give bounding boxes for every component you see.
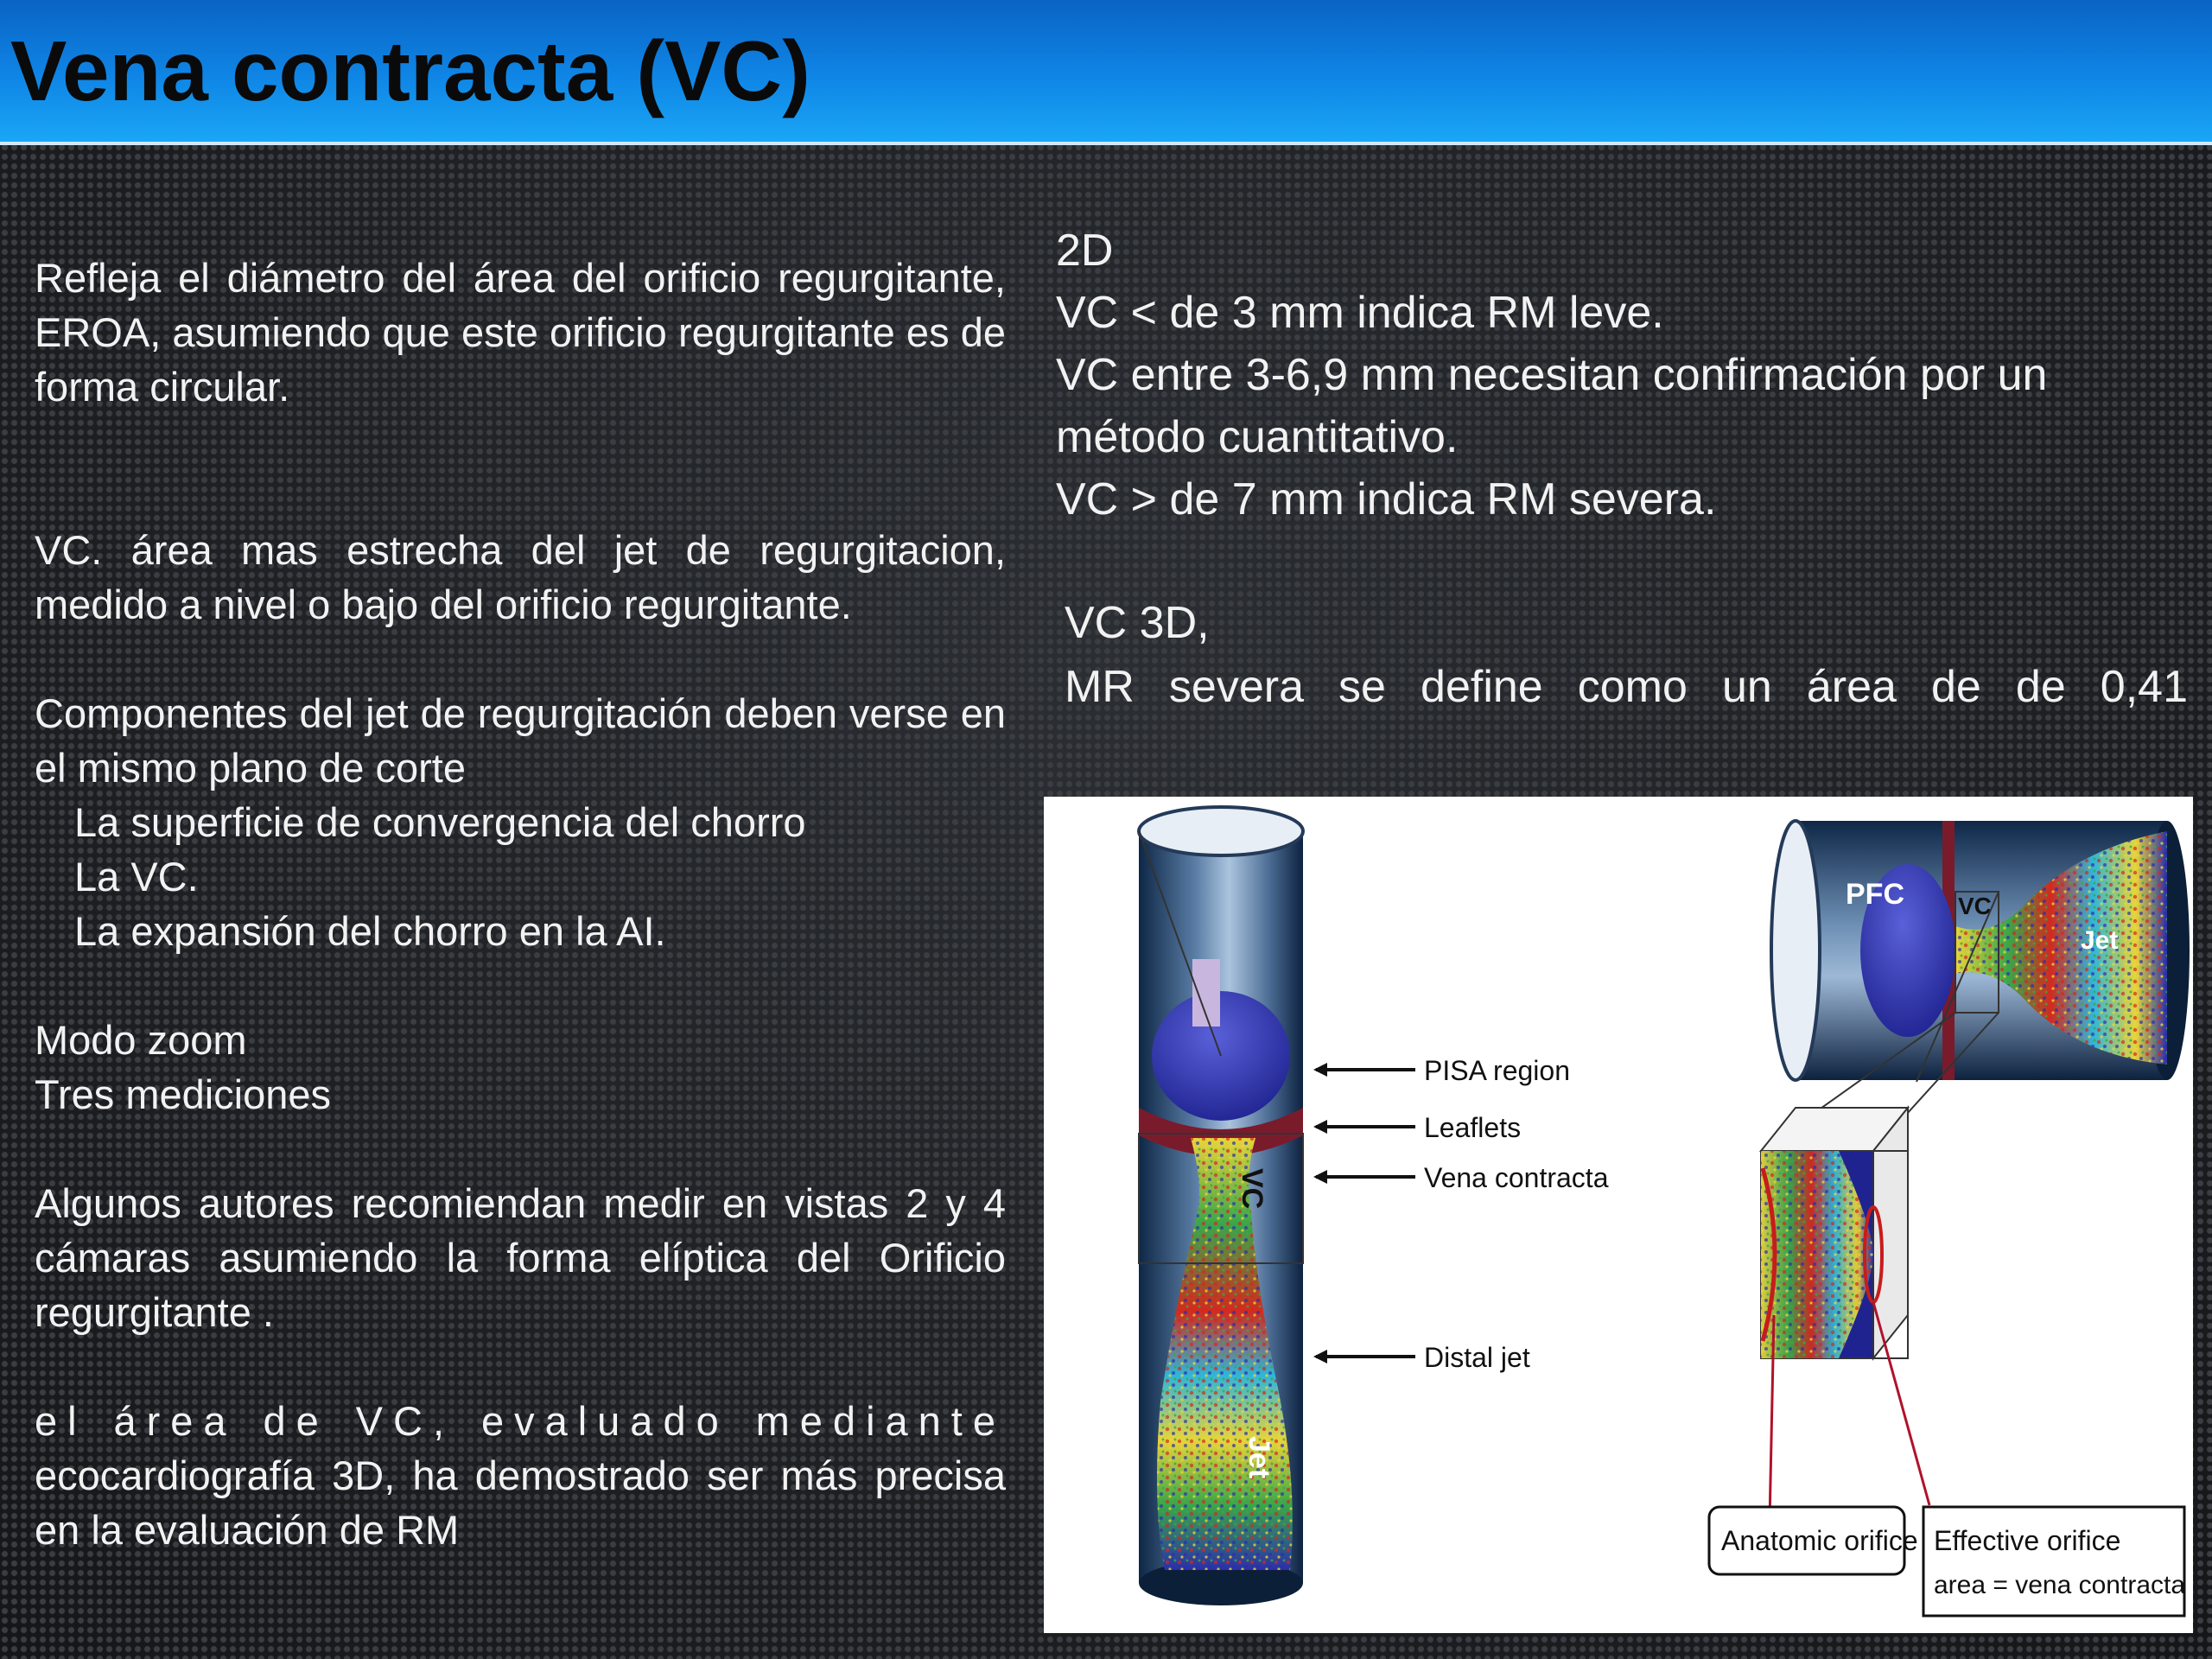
annotation-arrows [1313, 1055, 1609, 1373]
title-bar [0, 0, 2212, 145]
jet-vertical-label: Jet [1243, 1436, 1275, 1479]
vena-contracta-label: Vena contracta [1424, 1162, 1609, 1193]
component-item: La superficie de convergencia del chorro [74, 799, 806, 845]
paragraph-vc-definition: VC. área mas estrecha del jet de regurgitacion, medido a nivel o bajo del orificio regurgitante. [35, 527, 1006, 627]
left-text-column [35, 251, 1006, 1557]
paragraph-3d-line1: el área de VC, evaluado mediante [35, 1398, 1006, 1444]
pfc-label: PFC [1846, 878, 1904, 911]
vc-vertical-label: VC [1236, 1168, 1268, 1210]
zoom-mode-line: Modo zoom [35, 1017, 247, 1063]
figure-illustration [1044, 797, 2193, 1633]
effective-orifice-label: Effective orifice [1934, 1525, 2121, 1556]
vertical-tube-diagram [1139, 807, 1303, 1605]
pisa-region-label: PISA region [1424, 1055, 1570, 1086]
right-3d-block [1065, 591, 2188, 719]
criterion-mild: VC < de 3 mm indica RM leve. [1056, 288, 1664, 338]
heading-3d: VC 3D, [1065, 598, 1210, 648]
criterion-intermediate: VC entre 3-6,9 mm necesitan confirmación por un método cuantitativo. [1056, 350, 2048, 462]
distal-jet-label: Distal jet [1424, 1342, 1530, 1373]
jet-right-label: Jet [2081, 926, 2119, 955]
vc-right-label: VC [1958, 893, 1992, 919]
heading-2d: 2D [1056, 226, 1114, 276]
leaflets-label: Leaflets [1424, 1112, 1522, 1143]
paragraph-elliptical: Algunos autores recomiendan medir en vistas 2 y 4 cámaras asumiendo la forma elíptica del Orificio regurgitante . [35, 1180, 1006, 1335]
criterion-3d: MR severa se define como un área de de 0,41 [1065, 662, 2188, 712]
paragraph-eroa: Refleja el diámetro del área del orificio regurgitante, EROA, asumiendo que este orificio regurgitante es de forma circular. [35, 255, 1006, 410]
component-item: La expansión del chorro en la AI. [74, 908, 666, 954]
effective-orifice-area-label: area = vena contracta [1934, 1571, 2186, 1599]
anatomic-orifice-box [1709, 1507, 1918, 1574]
anatomic-orifice-label: Anatomic orifice [1721, 1525, 1918, 1556]
horizontal-tube-diagram [1771, 821, 2190, 1080]
three-measurements-line: Tres mediciones [35, 1071, 332, 1117]
vena-contracta-figure [1044, 797, 2193, 1633]
right-2d-block [1056, 219, 2188, 531]
criterion-severe: VC > de 7 mm indica RM severa. [1056, 474, 1717, 524]
paragraph-3d-rest: ecocardiografía 3D, ha demostrado ser más precisa en la evaluación de RM [35, 1452, 1006, 1553]
slide-title: Vena contracta (VC) [10, 23, 810, 118]
zoomed-vena-contracta [1761, 1108, 1929, 1522]
effective-orifice-box [1923, 1507, 2185, 1616]
component-item: La VC. [74, 854, 199, 899]
paragraph-components: Componentes del jet de regurgitación deben verse en el mismo plano de corte [35, 690, 1006, 791]
